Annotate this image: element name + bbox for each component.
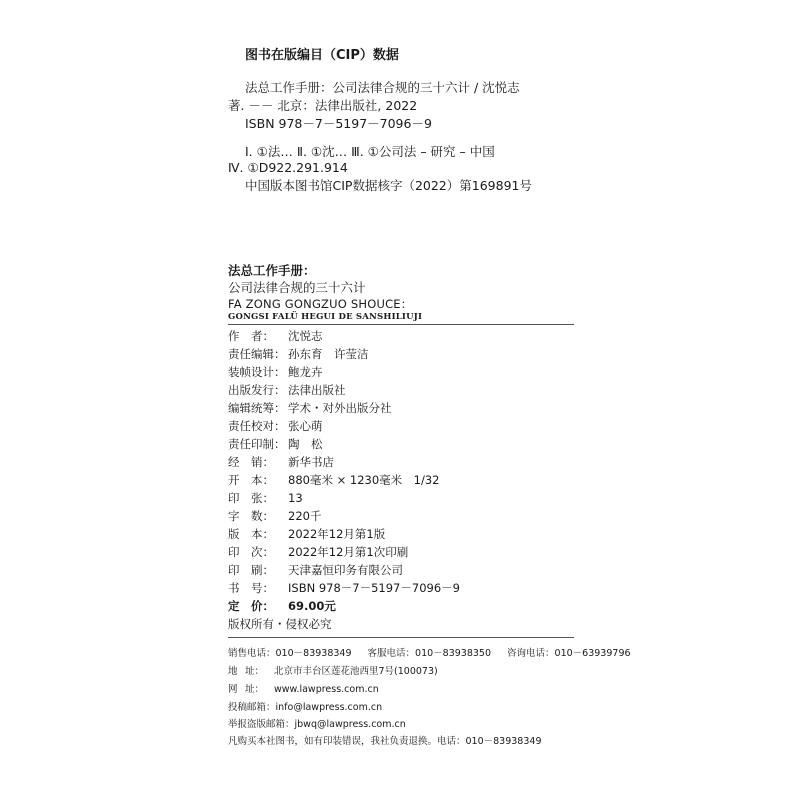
info-label: 印 张：	[228, 491, 274, 505]
info-value: 2022年12月第1版	[288, 527, 386, 541]
book-title-cn: 法总工作手册：	[228, 263, 316, 278]
cip-isbn-line: ISBN 978－7－5197－7096－9	[245, 116, 432, 131]
info-value: 69.00元	[288, 599, 336, 613]
contact-address	[228, 665, 438, 679]
service-phone-value: 010－83938350	[415, 648, 492, 659]
consult-phone-label: 咨询电话：	[507, 648, 555, 659]
info-label: 出版发行：	[228, 383, 286, 397]
info-row-sheets	[228, 489, 303, 507]
info-label: 作 者：	[228, 329, 274, 343]
info-row-printer	[228, 561, 403, 579]
info-label: 经 销：	[228, 455, 274, 469]
info-label: 印 次：	[228, 545, 274, 559]
service-phone-label: 客服电话：	[367, 648, 416, 659]
info-row-proofreader	[228, 417, 323, 435]
info-value: 法律出版社	[288, 383, 346, 397]
contact-phones	[228, 647, 631, 661]
submission-email-label: 投稿邮箱：	[228, 702, 276, 713]
info-label: 责任校对：	[228, 419, 286, 433]
info-label: 编辑统筹：	[228, 401, 286, 415]
sales-phone-label: 销售电话：	[228, 648, 276, 659]
info-value: 孙东育 许莹洁	[288, 347, 369, 361]
info-label: 字 数：	[228, 509, 274, 523]
info-value: 鲍龙卉	[288, 365, 323, 379]
info-row-author	[228, 327, 323, 345]
consult-phone-value: 010－63939796	[554, 648, 631, 659]
contact-website	[228, 683, 379, 697]
info-label: 定 价：	[228, 599, 274, 613]
book-subtitle-cn: 公司法律合规的三十六计	[228, 280, 366, 295]
info-label: 开 本：	[228, 473, 274, 487]
info-row-distributor	[228, 453, 334, 471]
info-row-editor	[228, 345, 369, 363]
divider-top	[228, 324, 574, 325]
info-label: 书 号：	[228, 581, 274, 595]
info-value: 张心萌	[288, 419, 323, 433]
cip-number-line: 中国版本图书馆CIP数据核字（2022）第169891号	[245, 178, 532, 193]
report-email-value: jbwq@lawpress.com.cn	[294, 719, 406, 730]
rights-notice: 版权所有・侵权必究	[228, 617, 332, 631]
info-label: 责任编辑：	[228, 347, 286, 361]
info-value: 沈悦志	[288, 329, 323, 343]
report-email-label: 举报盗版邮箱：	[228, 719, 295, 730]
info-value: 2022年12月第1次印刷	[288, 545, 409, 559]
info-label: 装帧设计：	[228, 365, 286, 379]
info-value: 天津嘉恒印务有限公司	[288, 563, 403, 577]
cip-title: 图书在版编目（CIP）数据	[245, 48, 399, 63]
info-row-isbn	[228, 579, 460, 597]
info-row-edition	[228, 525, 385, 543]
info-value: 880毫米 × 1230毫米 1/32	[288, 473, 440, 487]
info-value: 陶 松	[288, 437, 323, 451]
divider-bottom	[228, 637, 574, 638]
contact-report-email	[228, 718, 406, 732]
info-label: 印 刷：	[228, 563, 274, 577]
website-label: 网 址：	[228, 684, 264, 695]
info-row-publisher	[228, 381, 346, 399]
info-row-printing-manager	[228, 435, 323, 453]
info-row-impression	[228, 543, 408, 561]
info-row-word-count	[228, 507, 321, 525]
return-notice: 凡购买本社图书，如有印装错误，我社负责退换。电话：010－83938349	[228, 736, 542, 747]
info-value: 学术・对外出版分社	[288, 401, 392, 415]
info-label: 责任印制：	[228, 437, 286, 451]
address-value: 北京市丰台区莲花池西里7号(100073)	[274, 666, 438, 677]
book-title-pinyin: FA ZONG GONGZUO SHOUCE：	[228, 297, 413, 311]
info-row-design	[228, 363, 323, 381]
info-row-format	[228, 471, 440, 489]
info-value: 13	[288, 491, 303, 505]
cip-classification-line: Ⅳ. ①D922.291.914	[228, 160, 348, 175]
website-link: www.lawpress.com.cn	[274, 684, 379, 695]
info-value: 新华书店	[288, 455, 334, 469]
cip-record-line: 著. －－ 北京：法律出版社, 2022	[228, 98, 418, 113]
info-row-coordination	[228, 399, 392, 417]
info-label: 版 本：	[228, 527, 274, 541]
cip-subject-line: Ⅰ. ①法… Ⅱ. ①沈… Ⅲ. ①公司法 – 研究 – 中国	[245, 144, 495, 159]
contact-submission-email	[228, 701, 382, 715]
info-value: 220千	[288, 509, 322, 523]
info-value: ISBN 978－7－5197－7096－9	[288, 581, 460, 595]
book-subtitle-pinyin: GONGSI FALÜ HEGUI DE SANSHILIUJI	[228, 312, 423, 322]
submission-email-value: info@lawpress.com.cn	[275, 702, 383, 713]
address-label: 地 址：	[228, 666, 264, 677]
sales-phone-value: 010－83938349	[275, 648, 352, 659]
info-row-price	[228, 597, 336, 615]
cip-record-line: 法总工作手册：公司法律合规的三十六计 / 沈悦志	[245, 80, 520, 95]
